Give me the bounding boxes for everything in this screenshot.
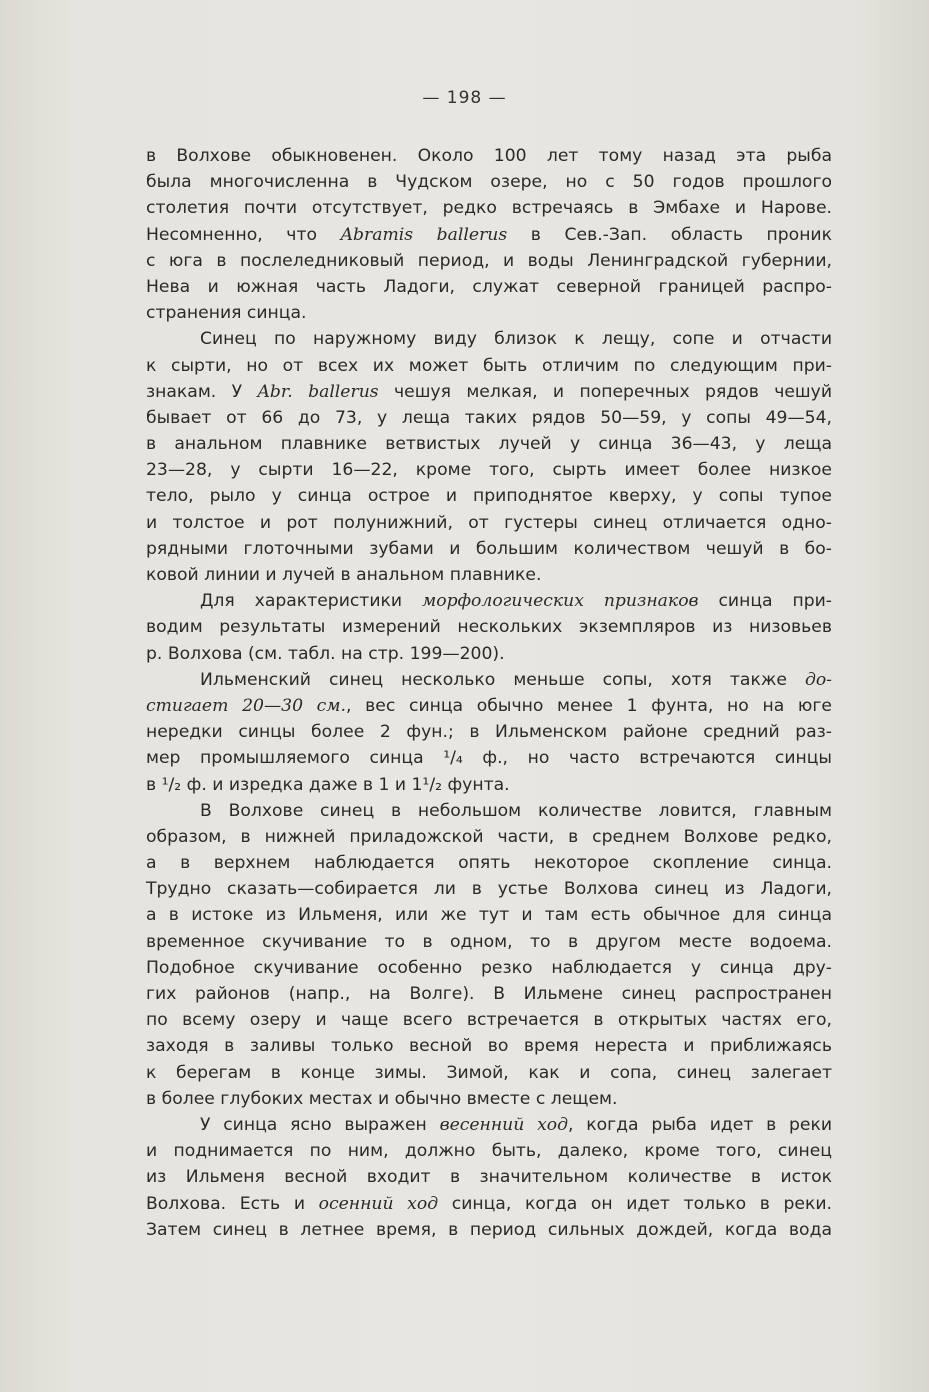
text-line: Затем синец в летнее время, в период сильных дождей, когда вода: [146, 1219, 832, 1240]
text-line: в более глубоких местах и обычно вместе с лещем.: [146, 1088, 618, 1109]
text-line: водим результаты измерений нескольких экземпляров из низовьев: [146, 617, 832, 638]
text-line: и поднимается по ним, должно быть, далеко, кроме того, синец: [146, 1141, 832, 1162]
text-line: к сырти, но от всех их может быть отличим по следующим при-: [146, 355, 832, 376]
text-line: в Волхове обыкновенен. Около 100 лет тому назад эта рыба: [146, 146, 832, 166]
text-line: р. Волхова (см. табл. на стр. 199—200).: [146, 643, 505, 664]
text-line: заходя в заливы только весной во время нереста и приближаясь: [146, 1036, 832, 1057]
text-line: в ¹/₂ ф. и изредка даже в 1 и 1¹/₂ фунта.: [146, 774, 510, 795]
text-line: странения синца.: [146, 303, 307, 324]
text-line: и толстое и рот полунижний, от густеры синец отличается одно-: [146, 512, 832, 533]
text-line: столетия почти отсутствует, редко встречаясь в Эмбахе и Нарове.: [146, 198, 832, 219]
text-line: Ильменский синец несколько меньше сопы, хотя также до-: [200, 669, 832, 690]
text-line: ковой линии и лучей в анальном плавнике.: [146, 565, 542, 585]
text-line: бывает от 66 до 73, у леща таких рядов 50—59, у сопы 49—54,: [146, 407, 832, 428]
text-line: рядными глоточными зубами и большим количеством чешуй в бо-: [146, 538, 832, 559]
text-line: по всему озеру и чаще всего встречается в открытых частях его,: [146, 1010, 832, 1031]
text-line: к берегам в конце зимы. Зимой, как и сопа, синец залегает: [146, 1062, 832, 1083]
text-line: была многочисленна в Чудском озере, но с 50 годов прошлого: [146, 172, 832, 193]
text-line: а в истоке из Ильменя, или же тут и там есть обычное для синца: [146, 905, 832, 926]
text-line: Волхова. Есть и осенний ход синца, когда он идет только в реки.: [146, 1193, 832, 1214]
text-line: В Волхове синец в небольшом количестве ловится, главным: [200, 800, 832, 821]
text-line: Синец по наружному виду близок к лещу, сопе и отчасти: [200, 329, 832, 350]
text-line: стигает 20—30 см., вес синца обычно менее 1 фунта, но на юге: [146, 695, 833, 716]
text-line: из Ильменя весной входит в значительном количестве в исток: [146, 1167, 832, 1188]
text-line: образом, в нижней приладожской части, в среднем Волхове редко,: [146, 826, 832, 847]
paragraph: [146, 143, 832, 326]
text-line: Несомненно, что Abramis ballerus в Сев.-Зап. область проник: [146, 224, 832, 245]
text-line: Для характеристики морфологических признаков синца при-: [200, 591, 832, 612]
text-line: Нева и южная часть Ладоги, служат северной границей распро-: [146, 276, 832, 297]
text-line: временное скучивание то в одном, то в другом месте водоема.: [146, 931, 832, 952]
text-line: Подобное скучивание особенно резко наблюдается у синца дру-: [146, 957, 832, 978]
paragraph: [146, 588, 832, 667]
paragraph: [146, 1112, 832, 1243]
text-line: У синца ясно выражен весенний ход, когда рыба идет в реки: [200, 1114, 833, 1135]
text-line: а в верхнем наблюдается опять некоторое скопление синца.: [146, 853, 832, 874]
paragraph: [146, 798, 832, 1112]
paragraph: [146, 667, 832, 798]
text-line: Трудно сказать—собирается ли в устье Волхова синец из Ладоги,: [146, 879, 832, 900]
text-line: в анальном плавнике ветвистых лучей у синца 36—43, у леща: [146, 434, 832, 455]
paragraph: [146, 326, 832, 588]
text-line: знакам. У Abr. ballerus чешуя мелкая, и поперечных рядов чешуй: [146, 381, 832, 402]
text-line: мер промышляемого синца ¹/₄ ф., но часто встречаются синцы: [146, 748, 832, 769]
text-line: нередки синцы более 2 фун.; в Ильменском районе средний раз-: [146, 722, 832, 743]
text-line: гих районов (напр., на Волге). В Ильмене синец распространен: [146, 984, 832, 1004]
text-line: 23—28, у сырти 16—22, кроме того, сырть имеет более низкое: [146, 460, 832, 481]
text-line: тело, рыло у синца острое и приподнятое кверху, у сопы тупое: [146, 486, 832, 507]
text-line: с юга в послеледниковый период, и воды Ленинградской губернии,: [146, 250, 832, 271]
page-number-header: — 198 —: [422, 88, 507, 108]
body-text: [146, 143, 832, 1243]
